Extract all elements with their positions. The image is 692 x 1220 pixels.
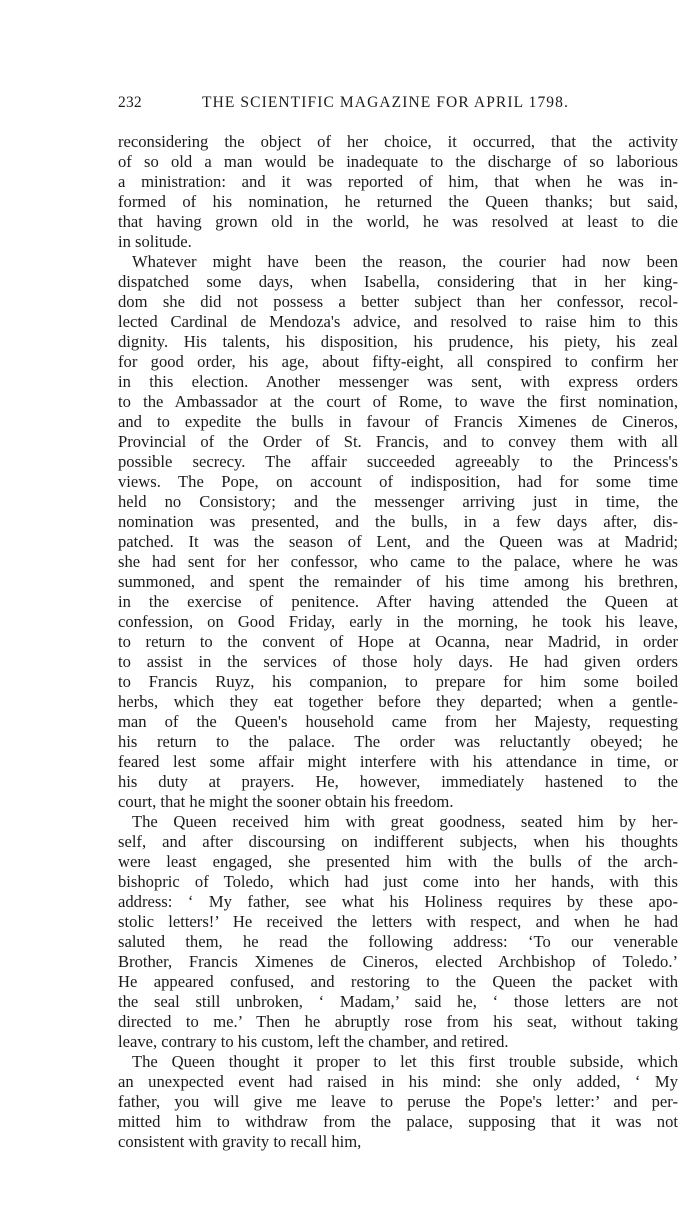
text-line: summoned, and spent the remainder of his time among his brethren, [118, 572, 678, 591]
text-line: a ministration: and it was reported of him, that when he was in- [118, 172, 678, 191]
text-line: in this election. Another messenger was sent, with express orders [118, 372, 678, 391]
text-line: court, that he might the sooner obtain his freedom. [118, 792, 454, 811]
text-line: the seal still unbroken, ‘ Madam,’ said he, ‘ those letters are not [118, 992, 678, 1011]
text-line: man of the Queen's household came from her Majesty, requesting [118, 712, 678, 731]
text-line: feared lest some affair might interfere with his attendance in time, or [118, 752, 678, 771]
text-line: The Queen thought it proper to let this first trouble subside, which [132, 1052, 678, 1071]
text-line: Brother, Francis Ximenes de Cineros, elected Archbishop of Toledo.’ [118, 952, 678, 971]
text-line: to the Ambassador at the court of Rome, to wave the first nomination, [118, 392, 678, 411]
text-line: lected Cardinal de Mendoza's advice, and resolved to raise him to this [118, 312, 678, 331]
text-line: consistent with gravity to recall him, [118, 1132, 362, 1151]
paragraph [118, 812, 678, 1052]
text-line: father, you will give me leave to peruse the Pope's letter:’ and per- [118, 1092, 678, 1111]
text-line: saluted them, he read the following address: ‘To our venerable [118, 932, 678, 951]
text-line: were least engaged, she presented him with the bulls of the arch- [118, 852, 678, 871]
text-line: stolic letters!’ He received the letters with respect, and when he had [118, 912, 678, 931]
text-line: dignity. His talents, his disposition, his prudence, his piety, his zeal [118, 332, 678, 351]
text-line: dom she did not possess a better subject than her confessor, recol- [118, 292, 678, 311]
text-line: mitted him to withdraw from the palace, supposing that it was not [118, 1112, 678, 1131]
text-line: The Queen received him with great goodness, seated him by her- [132, 812, 678, 831]
text-line: for good order, his age, about fifty-eight, all conspired to confirm her [118, 352, 678, 371]
text-line: his duty at prayers. He, however, immediately hastened to the [118, 772, 678, 791]
text-line: held no Consistory; and the messenger arriving just in time, the [118, 492, 678, 511]
text-line: bishopric of Toledo, which had just come into her hands, with this [118, 872, 678, 891]
text-line: formed of his nomination, he returned the Queen thanks; but said, [118, 192, 678, 211]
text-line: reconsidering the object of her choice, it occurred, that the activity [118, 132, 678, 151]
text-line: to return to the convent of Hope at Ocanna, near Madrid, in order [118, 632, 678, 651]
text-line: confession, on Good Friday, early in the morning, he took his leave, [118, 612, 678, 631]
text-line: to Francis Ruyz, his companion, to prepare for him some boiled [118, 672, 678, 691]
text-line: views. The Pope, on account of indisposition, had for some time [118, 472, 678, 491]
text-line: self, and after discoursing on indifferent subjects, when his thoughts [118, 832, 678, 851]
text-line: she had sent for her confessor, who came to the palace, where he was [118, 552, 678, 571]
page-header [118, 94, 678, 116]
text-line: in the exercise of penitence. After having attended the Queen at [118, 592, 678, 611]
running-title: THE SCIENTIFIC MAGAZINE FOR APRIL 1798. [202, 94, 569, 111]
text-line: patched. It was the season of Lent, and the Queen was at Madrid; [118, 532, 678, 551]
text-line: leave, contrary to his custom, left the chamber, and retired. [118, 1032, 509, 1051]
text-line: and to expedite the bulls in favour of Francis Ximenes de Cineros, [118, 412, 678, 431]
paragraph [118, 132, 678, 252]
text-line: herbs, which they eat together before they departed; when a gentle- [118, 692, 678, 711]
text-line: in solitude. [118, 232, 192, 251]
text-line: possible secrecy. The affair succeeded agreeably to the Princess's [118, 452, 678, 471]
text-line: that having grown old in the world, he was resolved at least to die [118, 212, 678, 231]
article-body [118, 132, 678, 1152]
page-number: 232 [118, 94, 142, 111]
text-line: an unexpected event had raised in his mind: she only added, ‘ My [118, 1072, 678, 1091]
text-line: Provincial of the Order of St. Francis, and to convey them with all [118, 432, 678, 451]
paragraph [118, 1052, 678, 1152]
text-line: of so old a man would be inadequate to the discharge of so laborious [118, 152, 678, 171]
text-line: nomination was presented, and the bulls, in a few days after, dis- [118, 512, 678, 531]
text-line: address: ‘ My father, see what his Holiness requires by these apo- [118, 892, 678, 911]
text-line: dispatched some days, when Isabella, considering that in her king- [118, 272, 678, 291]
text-line: to assist in the services of those holy days. He had given orders [118, 652, 678, 671]
text-line: He appeared confused, and restoring to the Queen the packet with [118, 972, 678, 991]
text-line: Whatever might have been the reason, the courier had now been [132, 252, 678, 271]
text-line: his return to the palace. The order was reluctantly obeyed; he [118, 732, 678, 751]
text-line: directed to me.’ Then he abruptly rose from his seat, without taking [118, 1012, 678, 1031]
paragraph [118, 252, 678, 812]
